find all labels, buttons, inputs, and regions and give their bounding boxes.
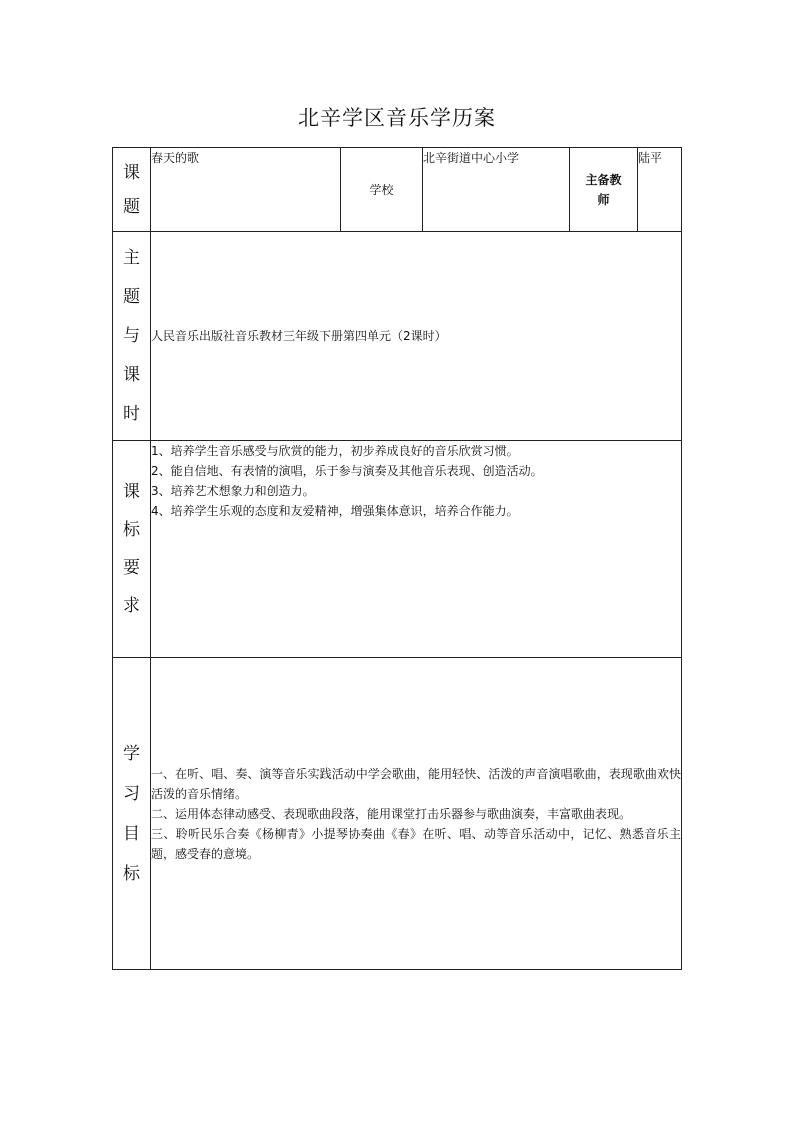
lesson-title-value: 春天的歌 — [151, 148, 341, 232]
school-label: 学校 — [341, 148, 423, 232]
standard-item: 3、培养艺术想象力和创造力。 — [151, 484, 315, 498]
objectives-list — [151, 658, 682, 970]
objectives-row — [113, 658, 682, 970]
objectives-label: 学 习 目 标 — [113, 658, 151, 970]
lead-teacher-value: 陆平 — [638, 148, 682, 232]
standards-list — [151, 441, 682, 658]
objective-item: 二、运用体态律动感受、表现歌曲段落，能用课堂打击乐器参与歌曲演奏，丰富歌曲表现。 — [151, 806, 632, 821]
topic-label: 主 题 与 课 时 — [113, 232, 151, 441]
standards-label: 课 标 要 求 — [113, 441, 151, 658]
topic-row — [113, 232, 682, 441]
page-title: 北辛学区音乐学历案 — [298, 106, 496, 130]
standard-item: 4、培养学生乐观的态度和友爱精神，增强集体意识，培养合作能力。 — [151, 504, 519, 518]
objective-item: 三、聆听民乐合奏《杨柳青》小提琴协奏曲《春》在听、唱、动等音乐活动中，记忆、熟悉音乐主题，感受春的意境。 — [151, 826, 681, 861]
lesson-title-label: 课 题 — [113, 148, 151, 232]
standard-item: 2、能自信地、有表情的演唱，乐于参与演奏及其他音乐表现、创造活动。 — [151, 464, 543, 478]
header-row — [113, 148, 682, 232]
topic-value: 人民音乐出版社音乐教材三年级下册第四单元（2课时） — [151, 232, 682, 441]
standards-row — [113, 441, 682, 658]
objective-item: 一、在听、唱、奏、演等音乐实践活动中学会歌曲，能用轻快、活泼的声音演唱歌曲，表现歌曲欢快活泼的音乐情绪。 — [151, 766, 681, 801]
standard-item: 1、培养学生音乐感受与欣赏的能力，初步养成良好的音乐欣赏习惯。 — [151, 444, 519, 458]
lead-teacher-label: 主备教 师 — [570, 148, 638, 232]
lesson-plan-table — [112, 147, 682, 970]
school-name-value: 北辛街道中心小学 — [423, 148, 570, 232]
